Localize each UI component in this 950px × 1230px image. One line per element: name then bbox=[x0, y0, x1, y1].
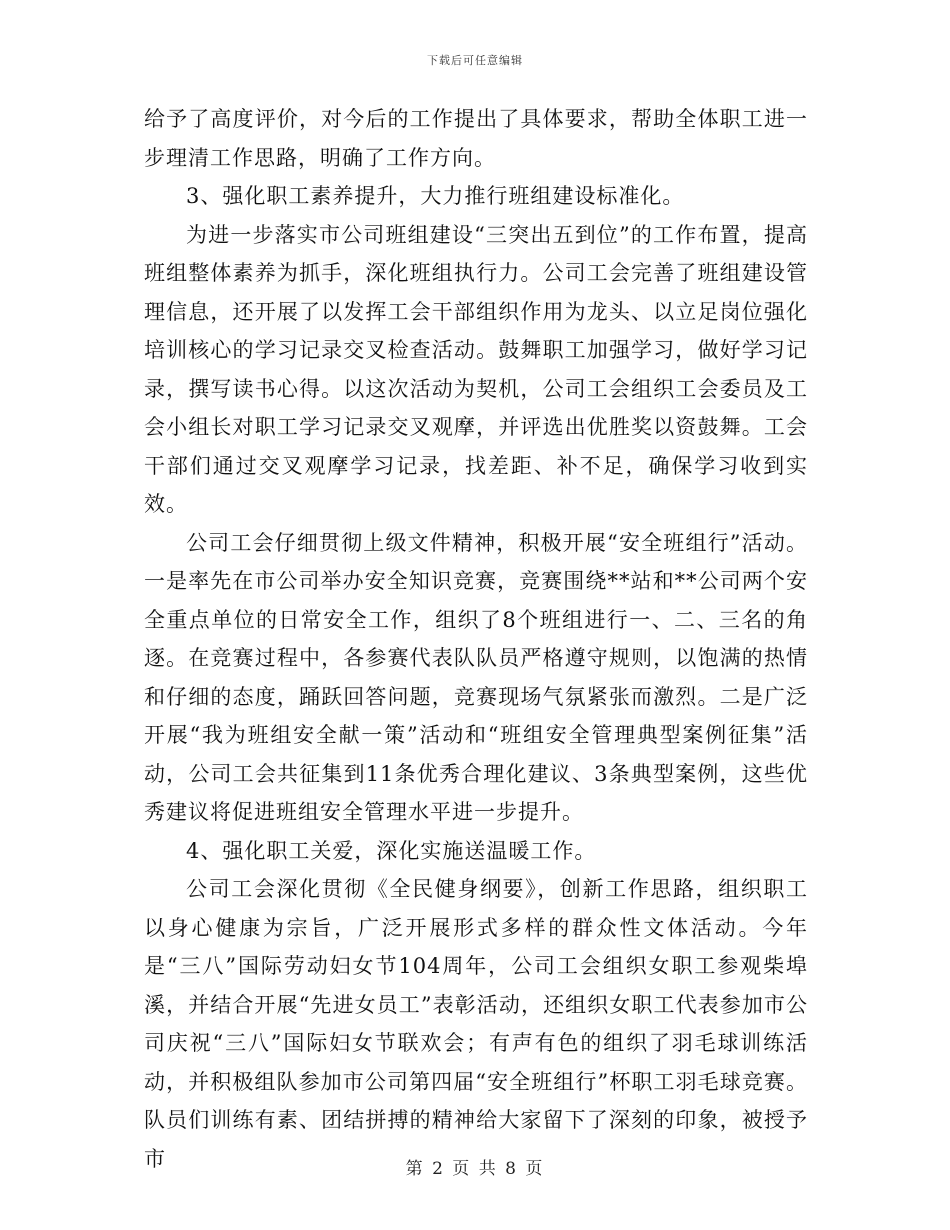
paragraph-team-building: 为进一步落实市公司班组建设“三突出五到位”的工作布置，提高班组整体素养为抓手，深化班组执行力。公司工会完善了班组建设管理信息，还开展了以发挥工会干部组织作用为龙头、以立足岗位强化培训核心的学习记录交叉检查活动。鼓舞职工加强学习，做好学习记录，撰写读书心得。以这次活动为契机，公司工会组织工会委员及工会小组长对职工学习记录交叉观摩，并评选出优胜奖以资鼓舞。工会干部们通过交叉观摩学习记录，找差距、补不足，确保学习收到实效。 bbox=[144, 222, 808, 516]
document-body bbox=[144, 100, 808, 1178]
section-heading-3: 3、强化职工素养提升，大力推行班组建设标准化。 bbox=[186, 184, 685, 208]
paragraph-continuation: 给予了高度评价，对今后的工作提出了具体要求，帮助全体职工进一步理清工作思路，明确了工作方向。 bbox=[144, 107, 808, 170]
section-heading-4: 4、强化职工关爱，深化实施送温暖工作。 bbox=[186, 838, 597, 863]
page-number: 第 2 页 共 8 页 bbox=[405, 1159, 545, 1179]
paragraph-fitness: 公司工会深化贯彻《全民健身纲要》，创新工作思路，组织职工以身心健康为宗旨，广泛开展形式多样的群众性文体活动。今年是“三八”国际劳动妇女节104周年，公司工会组织女职工参观柴埠溪，并结合开展“先进女员工”表彰活动，还组织女职工代表参加市公司庆祝“三八”国际妇女节联欢会；有声有色的组织了羽毛球训练活动，并积极组队参加市公司第四届“安全班组行”杯职工羽毛球竞赛。队员们训练有素、团结拼搏的精神给大家留下了深刻的印象，被授予市 bbox=[144, 877, 808, 1171]
page-header: 下载后可任意编辑 bbox=[427, 54, 523, 67]
paragraph-safety-activity: 公司工会仔细贯彻上级文件精神，积极开展“安全班组行”活动。一是率先在市公司举办安全知识竞赛，竞赛围绕**站和**公司两个安全重点单位的日常安全工作，组织了8个班组进行一、二、三名的角逐。在竞赛过程中，各参赛代表队队员严格遵守规则，以饱满的热情和仔细的态度，踊跃回答问题，竞赛现场气氛紧张而激烈。二是广泛开展“我为班组安全献一策”活动和“班组安全管理典型案例征集”活动，公司工会共征集到11条优秀合理化建议、3条典型案例，这些优秀建议将促进班组安全管理水平进一步提升。 bbox=[144, 530, 808, 824]
